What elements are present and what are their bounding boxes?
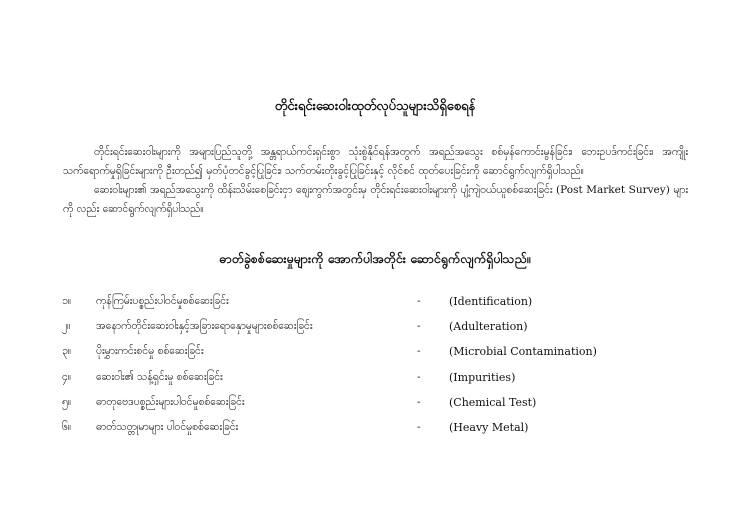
item-dash: - [417,345,421,358]
list-item [0,293,750,318]
item-dash: - [417,295,421,307]
item-name: ဓာတုဗေဒပစ္စည်းများပါဝင်မှုစစ်ဆေးခြင်း [96,395,245,408]
post-market-paragraph: ဆေးဝါးများ၏ အရည်အသွေးကို ထိန်းသိမ်းစေခြင်းငှာ စျေးကွက်အတွင်းမှ တိုင်းရင်းဆေးဝါးများကို ပျံ့ကျဲဝယ်ယူစစ်ဆေးခြင်း (Post Market Survey) များကို လည်း ဆောင်ရွက်လျက်ရှိပါသည်။ [63,184,688,215]
list-item [0,419,750,444]
item-name: အနောက်တိုင်းဆေးဝါးနှင့်အခြားရောနှောမှုများစစ်ဆေးခြင်း [96,320,313,333]
item-dash: - [417,420,421,433]
item-english: (Microbial Contamination) [449,345,597,359]
list-item [0,318,750,343]
section-heading: ဓာတ်ခွဲစစ်ဆေးမှုများကို အောက်ပါအတိုင်း ဆောင်ရွက်လျက်ရှိပါသည်။ [219,251,531,266]
item-dash: - [417,320,421,333]
item-english: (Identification) [449,295,533,308]
item-name: ကုန်ကြမ်းပစ္စည်းပါဝင်မှုစစ်ဆေးခြင်း [96,295,229,307]
item-english: (Impurities) [449,370,516,384]
item-english: (Adulteration) [449,320,528,334]
item-dash: - [417,395,421,408]
item-number: ၁။ [62,295,72,307]
list-item [0,394,750,419]
item-number: ၅။ [62,395,72,408]
item-name: ဆေးဝါး၏ သန့်ရှင်းမှု စစ်ဆေးခြင်း [96,370,223,383]
list-item [0,369,750,394]
document-title: တိုင်းရင်းဆေးဝါးထုတ်လုပ်သူများသိရှိစေရန် [274,99,476,114]
item-number: ၃။ [62,345,72,358]
item-dash: - [417,370,421,383]
item-name: ပိုးမွှားကင်းစင်မှု စစ်ဆေးခြင်း [96,345,204,358]
item-number: ၂။ [62,320,71,333]
item-number: ၆။ [62,420,72,433]
item-english: (Heavy Metal) [449,420,529,434]
test-list [0,293,750,444]
item-english: (Chemical Test) [449,395,537,409]
item-name: ဓာတ်သတ္တုမာများ ပါဝင်မှုစစ်ဆေးခြင်း [96,420,239,433]
intro-paragraph: တိုင်းရင်းဆေးဝါးများကို အများပြည်သူတို့ အန္တရာယ်ကင်းရှင်းစွာ သုံးစွဲနိုင်ရန်အတွက် အရည်အသွေး စစ်မှန်ကောင်းမွန်ခြင်း၊ ဘေးဥပဒ်ကင်းခြင်း၊ အကျိုးသက်ရောက်မှုရှိခြင်းများကို ဦးတည်၍ မှတ်ပုံတင်ခွင့်ပြုခြင်း၊ သက်တမ်းတိုးခွင့်ပြုခြင်းနှင့် လိုင်စင် ထုတ်ပေးခြင်းကို ဆောင်ရွက်လျက်ရှိပါသည်။ [63,146,688,177]
item-number: ၄။ [62,370,72,383]
list-item [0,343,750,368]
